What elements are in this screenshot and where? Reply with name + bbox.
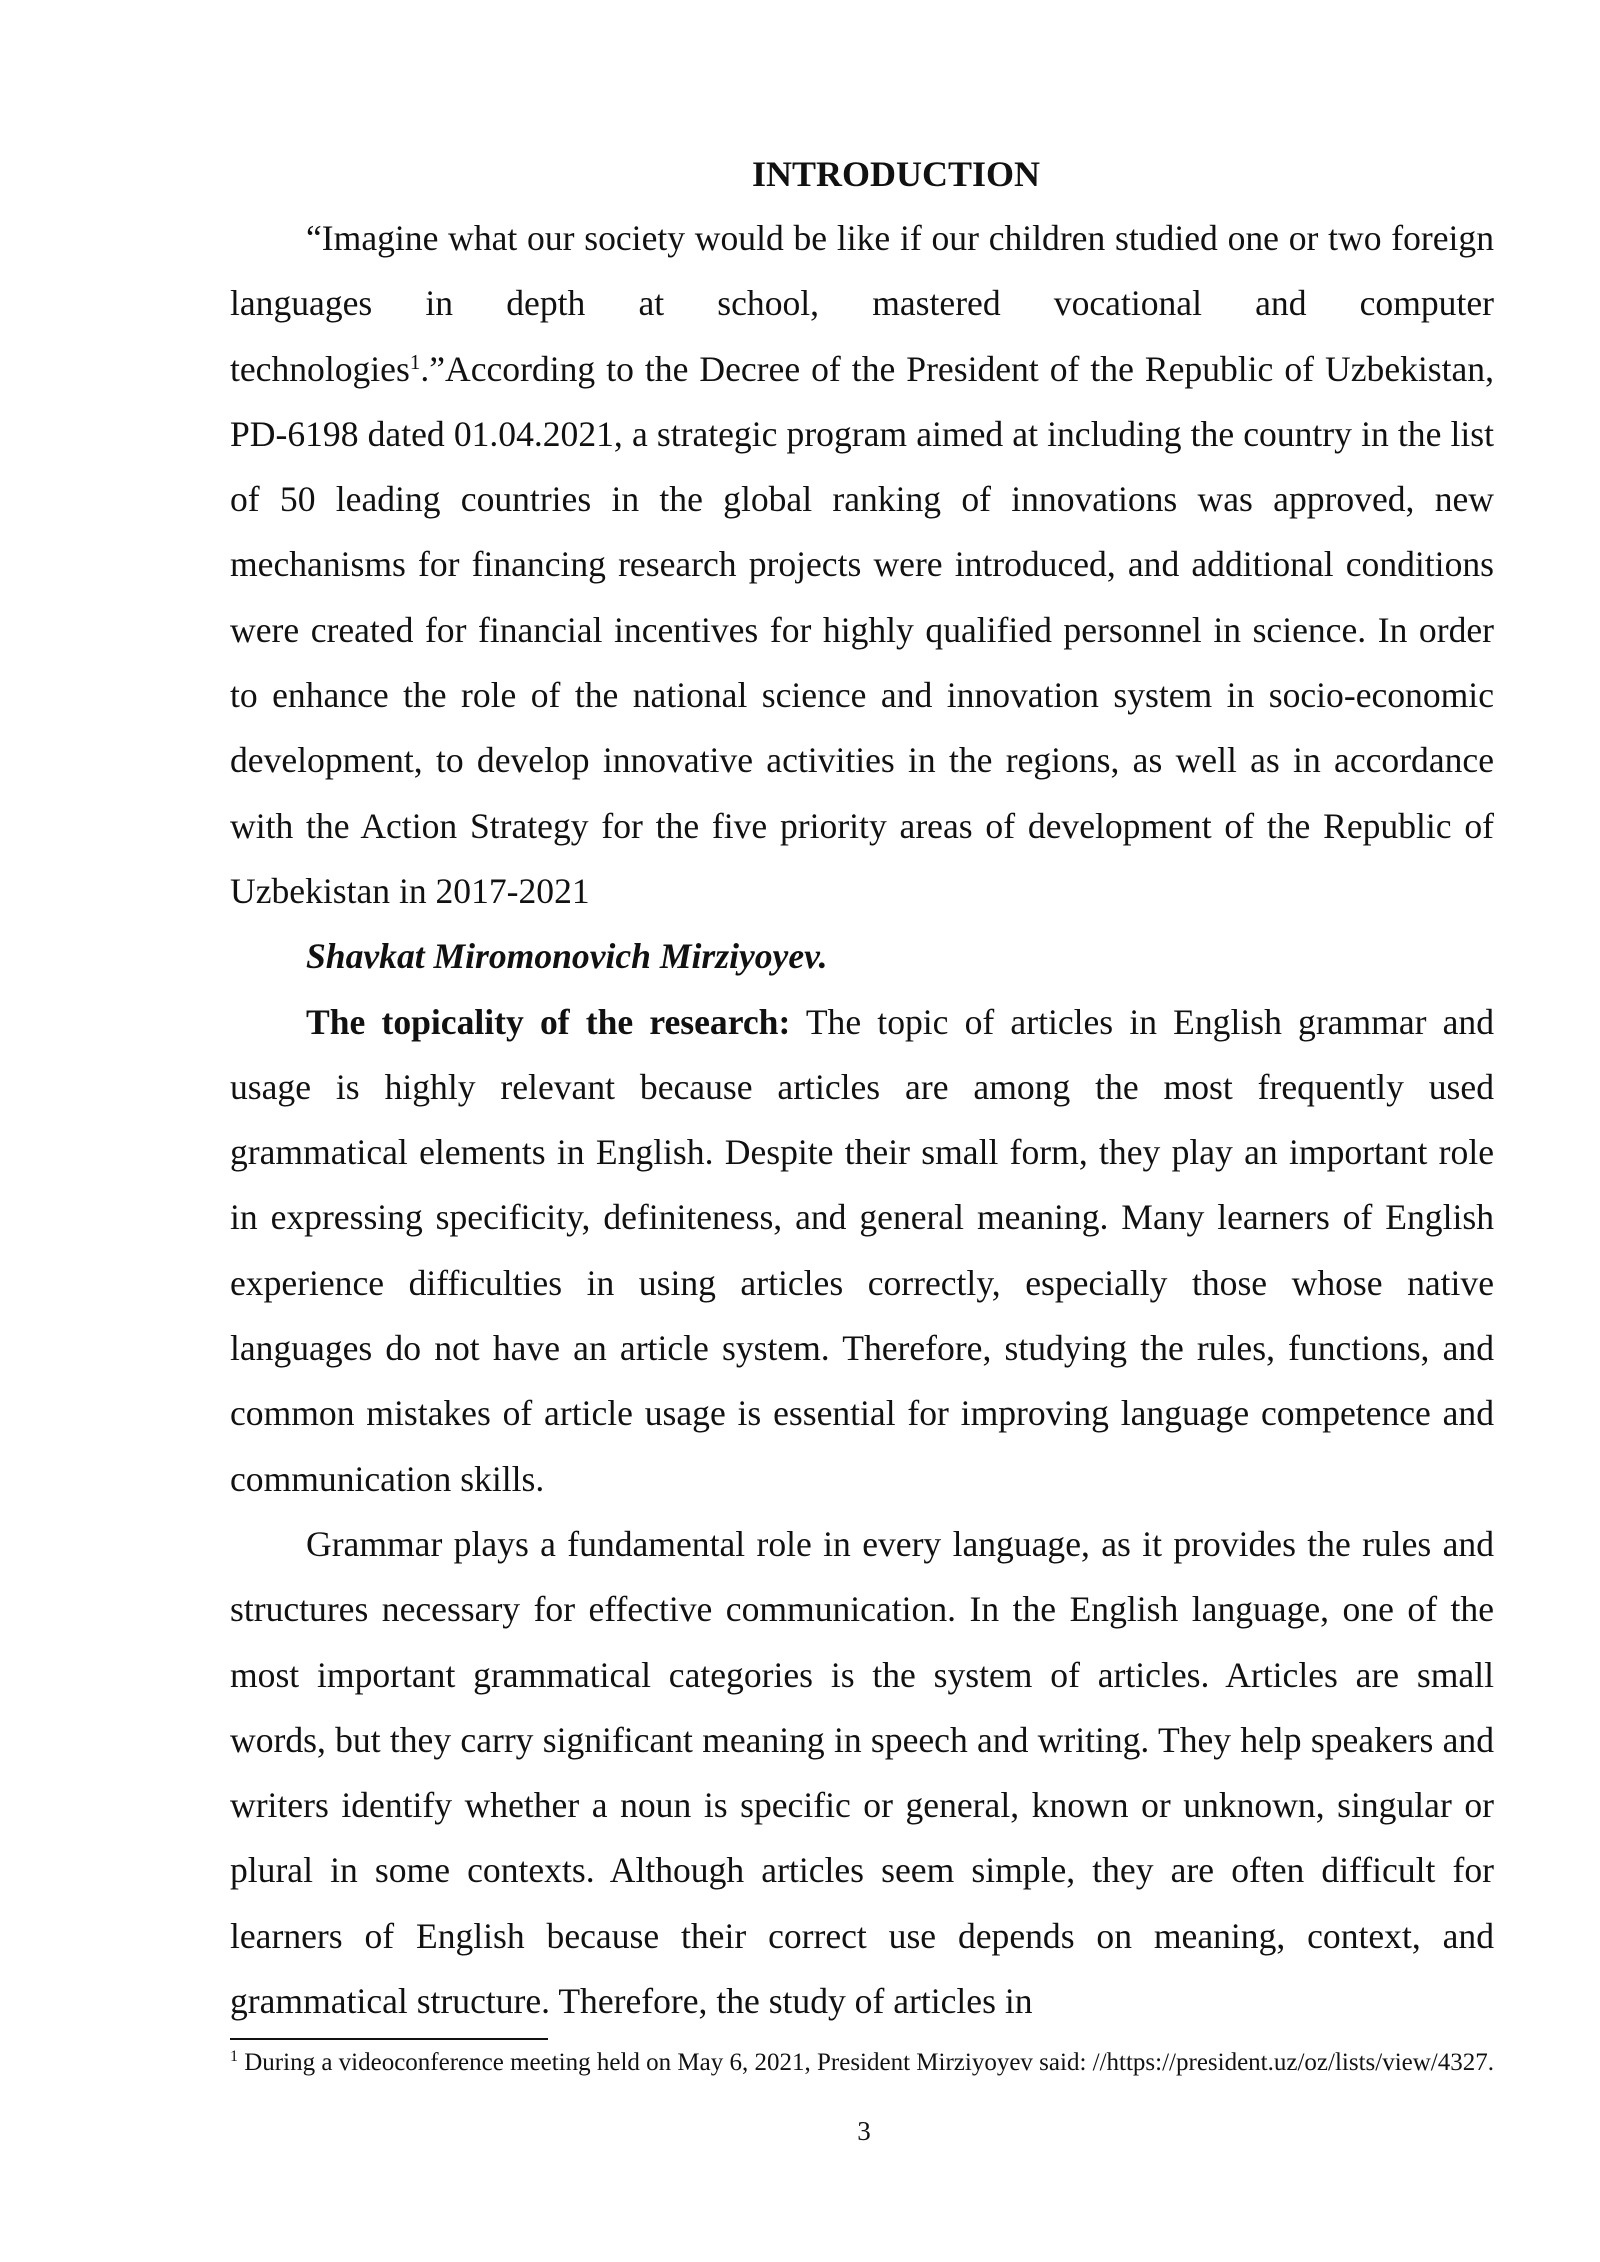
footnote — [230, 2046, 1494, 2079]
quote-signature: Shavkat Miromonovich Mirziyoyev. — [306, 936, 828, 977]
quote-text-start: “Imagine what our society would be like if our children studied one or two foreign languages in depth at school, mastered vocational and computer technologies — [230, 218, 1494, 389]
footnote-separator — [230, 2038, 548, 2040]
topicality-lead: The topicality of the research: — [306, 1001, 791, 1042]
grammar-paragraph: Grammar plays a fundamental role in every language, as it provides the rules and structures necessary for effective communication. In the English language, one of the most important grammatical categories is the system of articles. Articles are small words, but they carry significant meaning in speech and writing. They help speakers and writers identify whether a noun is specific or general, known or unknown, singular or plural in some contexts. Although articles seem simple, they are often difficult for learners of English because their correct use depends on meaning, context, and grammatical structure. Therefore, the study of articles in — [230, 1523, 1494, 2022]
topicality-text: The topic of articles in English grammar and usage is highly relevant because articles are among the most frequently used grammatical elements in English. Despite their small form, they play an important role in expressing specificity, definiteness, and general meaning. Many learners of English experience difficulties in using articles correctly, especially those whose native languages do not have an article system. Therefore, studying the rules, functions, and common mistakes of article usage is essential for improving language competence and communication skills. — [230, 1001, 1495, 1499]
quote-text-end: .”According to the Decree of the President of the Republic of Uzbekistan, PD-6198 dated 01.04.2021, a strategic program aimed at including the country in the list of 50 leading countries in the global ranking of innovations was approved, new mechanisms for financing research projects were introduced, and additional conditions were created for financial incentives for highly qualified personnel in science. In order to enhance the role of the national science and innovation system in socio-economic development, to develop innovative activities in the regions, as well as in accordance with the Action Strategy for the five priority areas of development of the Republic of Uzbekistan in 2017-2021 — [230, 348, 1494, 911]
footnote-reference[interactable]: 1 — [409, 349, 421, 374]
topicality-paragraph — [230, 990, 1494, 1512]
page-number: 3 — [857, 2116, 871, 2146]
body-text — [230, 206, 1494, 2034]
section-heading: INTRODUCTION — [751, 154, 1041, 194]
quote-paragraph — [230, 206, 1494, 924]
footnote-text: During a videoconference meeting held on May 6, 2021, President Mirziyoyev said: //https://president.uz/oz/lists/view/4327. — [238, 2049, 1494, 2076]
footnote-marker: 1 — [230, 2048, 238, 2065]
